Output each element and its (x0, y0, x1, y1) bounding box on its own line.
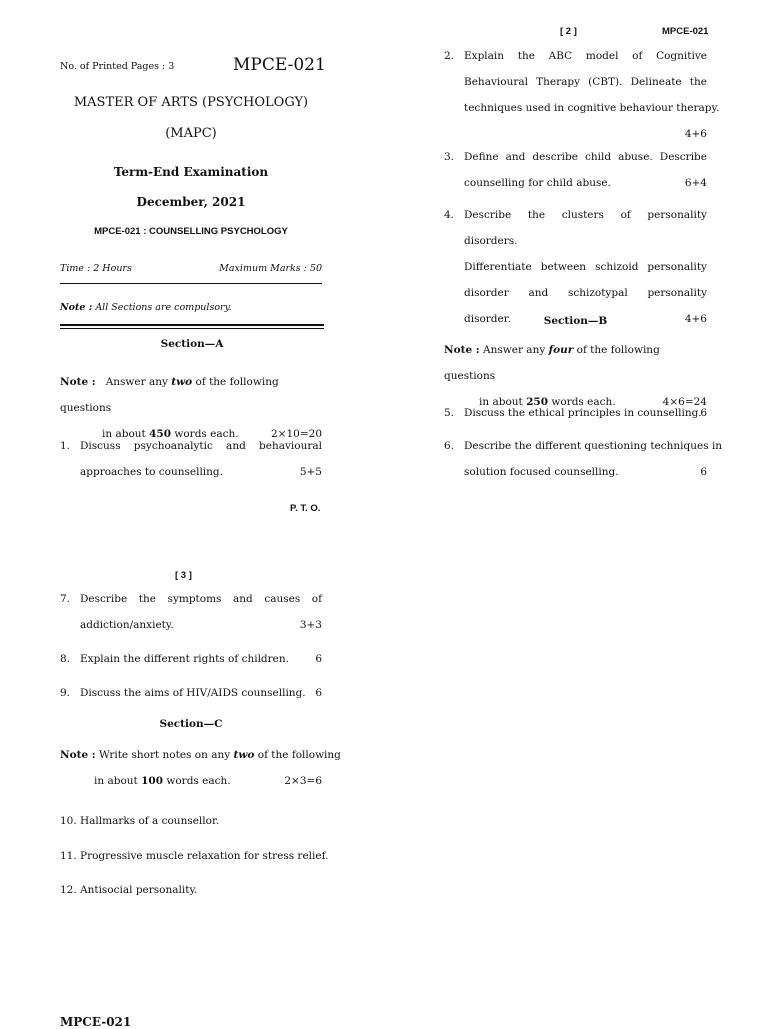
note-text: of the following (257, 749, 341, 761)
please-turn-over: P. T. O. (290, 503, 321, 514)
course-title: MPCE-021 : COUNSELLING PSYCHOLOGY (94, 226, 288, 237)
section-b-heading: Section—B (543, 315, 608, 327)
question-number: 11. (60, 850, 77, 862)
note-word-count: 450 (149, 428, 172, 440)
question-marks: 6 (315, 687, 322, 699)
question-number: 12. (60, 884, 77, 896)
question-text: Progressive muscle relaxation for stress relief. (80, 850, 329, 862)
note-text: in about (479, 396, 523, 408)
question-text: Differentiate between schizoid personality (464, 261, 707, 273)
note-label: Note : (444, 344, 480, 356)
section-c-heading: Section—C (159, 718, 223, 730)
question-text: disorder. (464, 313, 511, 325)
question-text: counselling for child abuse. (464, 177, 611, 189)
paper-code: MPCE-021 (233, 55, 326, 75)
question-number: 2. (444, 50, 455, 62)
section-c-note (60, 742, 341, 794)
question-marks: 6+4 (684, 177, 707, 189)
question-number: 3. (444, 151, 455, 163)
note-text: in about (94, 775, 138, 787)
question-text: approaches to counselling. (80, 466, 223, 478)
page-marker: [ 2 ] (560, 26, 577, 37)
question-number: 7. (60, 593, 71, 605)
question-marks: 4+6 (684, 128, 707, 140)
question-text: Discuss psychoanalytic and behavioural (80, 440, 322, 452)
note-word-count: 250 (526, 396, 549, 408)
divider (60, 324, 324, 326)
printed-pages: No. of Printed Pages : 3 (60, 61, 175, 72)
question-marks: 6 (315, 653, 322, 665)
question-text: Behavioural Therapy (CBT). Delineate the (464, 76, 707, 88)
question-text: Describe the symptoms and causes of (80, 593, 322, 605)
question-text: Discuss the ethical principles in counselling. (464, 407, 702, 419)
question-number: 4. (444, 209, 455, 221)
question-text: addiction/anxiety. (80, 619, 174, 631)
question-number: 1. (60, 440, 71, 452)
note-emphasis: four (548, 344, 574, 356)
exam-date: December, 2021 (136, 195, 246, 209)
question-text: Antisocial personality. (80, 884, 198, 896)
question-marks: 6 (700, 466, 707, 478)
question-marks: 4+6 (684, 313, 707, 325)
question-text: Explain the ABC model of Cognitive (464, 50, 707, 62)
question-text: Describe the clusters of personality disorders. (464, 209, 707, 247)
note-word-count: 100 (141, 775, 164, 787)
note-text: of the following questions (60, 376, 279, 414)
divider (60, 283, 322, 284)
note-marks: 2×10=20 (271, 428, 322, 440)
note-emphasis: two (171, 376, 193, 388)
question-text: Hallmarks of a counsellor. (80, 815, 220, 827)
note-text: words each. (551, 396, 616, 408)
question-text: disorder and schizotypal personality (464, 287, 707, 299)
question-text: solution focused counselling. (464, 466, 619, 478)
note-label: Note : (60, 376, 96, 388)
note-text: Write short notes on any (99, 749, 231, 761)
maximum-marks: Maximum Marks : 50 (219, 263, 322, 274)
note-marks: 2×3=6 (284, 775, 322, 787)
programme-code: (MAPC) (165, 126, 217, 141)
question-number: 9. (60, 687, 71, 699)
note-emphasis: two (233, 749, 255, 761)
question-marks: 3+3 (299, 619, 322, 631)
question-number: 5. (444, 407, 455, 419)
note-text: words each. (166, 775, 231, 787)
note-marks: 4×6=24 (662, 396, 707, 408)
divider (60, 328, 324, 329)
exam-title: Term-End Examination (113, 165, 269, 179)
page-marker: [ 3 ] (175, 570, 192, 581)
note-text: words each. (174, 428, 239, 440)
note-text: Answer any (105, 376, 168, 388)
question-number: 8. (60, 653, 71, 665)
note-text: All Sections are compulsory. (95, 302, 232, 313)
degree-title: MASTER OF ARTS (PSYCHOLOGY) (73, 95, 309, 110)
note-text: in about (102, 428, 146, 440)
section-a-heading: Section—A (160, 338, 224, 350)
general-note (60, 302, 232, 313)
question-marks: 6 (700, 407, 707, 419)
question-number: 6. (444, 440, 455, 452)
footer-code: MPCE-021 (60, 1015, 132, 1029)
time-allowed: Time : 2 Hours (60, 263, 132, 274)
question-text: Discuss the aims of HIV/AIDS counselling. (80, 687, 306, 699)
question-text: techniques used in cognitive behaviour therapy. (464, 102, 720, 114)
question-number: 10. (60, 815, 77, 827)
note-label: Note : (60, 749, 96, 761)
question-text: Describe the different questioning techniques in (464, 440, 723, 452)
header-code: MPCE-021 (662, 26, 709, 37)
question-text: Explain the different rights of children. (80, 653, 289, 665)
note-label: Note : (60, 302, 93, 313)
question-marks: 5+5 (299, 466, 322, 478)
note-text: Answer any (483, 344, 546, 356)
question-text: Define and describe child abuse. Describe (464, 151, 707, 163)
note-text: of the following questions (444, 344, 660, 382)
